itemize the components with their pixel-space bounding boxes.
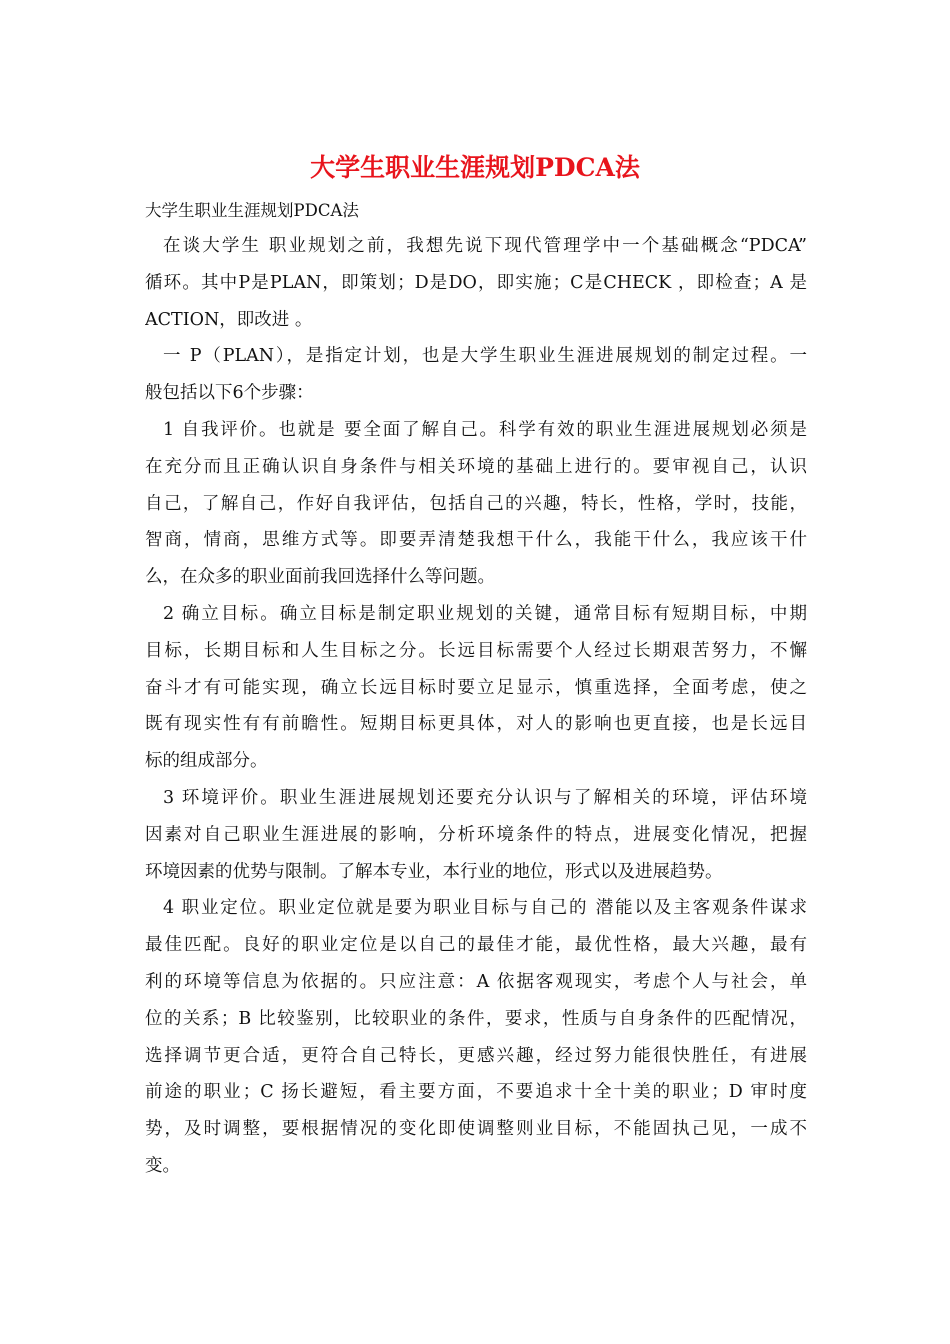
paragraph-line: 在充分而且正确认识自身条件与相关环境的基础上进行的。要审视自己，认识 [145,456,807,477]
paragraph-line: 智商，情商，思维方式等。即要弄清楚我想干什么，我能干什么，我应该干什 [145,530,807,551]
paragraph-line: 2 确立目标。确立目标是制定职业规划的关键，通常目标有短期目标，中期 [163,603,807,624]
paragraph-line: 既有现实性有有前瞻性。短期目标更具体，对人的影响也更直接，也是长远目 [145,714,807,735]
paragraph-line: 奋斗才有可能实现，确立长远目标时要立足显示，慎重选择，全面考虑，使之 [145,677,807,698]
paragraph-line: 自己，了解自己，作好自我评估，包括自己的兴趣，特长，性格，学时，技能， [145,493,807,514]
paragraph-line: 前途的职业；C 扬长避短，看主要方面，不要追求十全十美的职业；D 审时度 [145,1082,807,1103]
paragraph-line: 循环。其中P是PLAN，即策划；D是DO，即实施；C是CHECK ，即检查；A 是 [145,272,807,293]
paragraph-line: 4 职业定位。职业定位就是要为职业目标与自己的 潜能以及主客观条件谋求 [163,898,807,919]
document-title: 大学生职业生涯规划PDCA法 [310,153,640,182]
paragraph-line: 般包括以下6个步骤： [145,383,314,404]
paragraph-line: 环境因素的优势与限制。了解本专业，本行业的地位，形式以及进展趋势。 [145,861,723,882]
paragraph-line: 因素对自己职业生涯进展的影响，分析环境条件的特点，进展变化情况，把握 [145,824,807,845]
paragraph-line: 么，在众多的职业面前我回选择什么等问题。 [145,567,495,588]
document-body [145,194,807,1185]
paragraph-line: ACTION，即改进 。 [145,309,313,330]
paragraph-line: 3 环境评价。职业生涯进展规划还要充分认识与了解相关的环境，评估环境 [163,787,807,808]
paragraph-line: 在谈大学生 职业规划之前，我想先说下现代管理学中一个基础概念“PDCA” [163,236,807,256]
paragraph-line: 一 P（PLAN），是指定计划，也是大学生职业生涯进展规划的制定过程。一 [163,346,807,367]
paragraph-line: 目标，长期目标和人生目标之分。长远目标需要个人经过长期艰苦努力，不懈 [145,640,807,661]
paragraph-line: 利的环境等信息为依据的。只应注意：A 依据客观现实，考虑个人与社会，单 [145,971,807,992]
paragraph-line: 位的关系；B 比较鉴别，比较职业的条件，要求，性质与自身条件的匹配情况， [145,1008,807,1029]
paragraph-line: 标的组成部分。 [145,751,268,772]
paragraph-line: 势，及时调整，要根据情况的变化即使调整则业目标，不能固执己见，一成不 [145,1119,807,1140]
document-subtitle: 大学生职业生涯规划PDCA法 [145,201,359,220]
paragraph-line: 选择调节更合适，更符合自己特长，更感兴趣，经过努力能很快胜任，有进展 [145,1045,807,1066]
paragraph-line: 最佳匹配。良好的职业定位是以自己的最佳才能，最优性格，最大兴趣，最有 [145,935,807,956]
paragraph-line: 1 自我评价。也就是 要全面了解自己。科学有效的职业生涯进展规划必须是 [163,419,807,440]
paragraph-line: 变。 [145,1155,180,1176]
